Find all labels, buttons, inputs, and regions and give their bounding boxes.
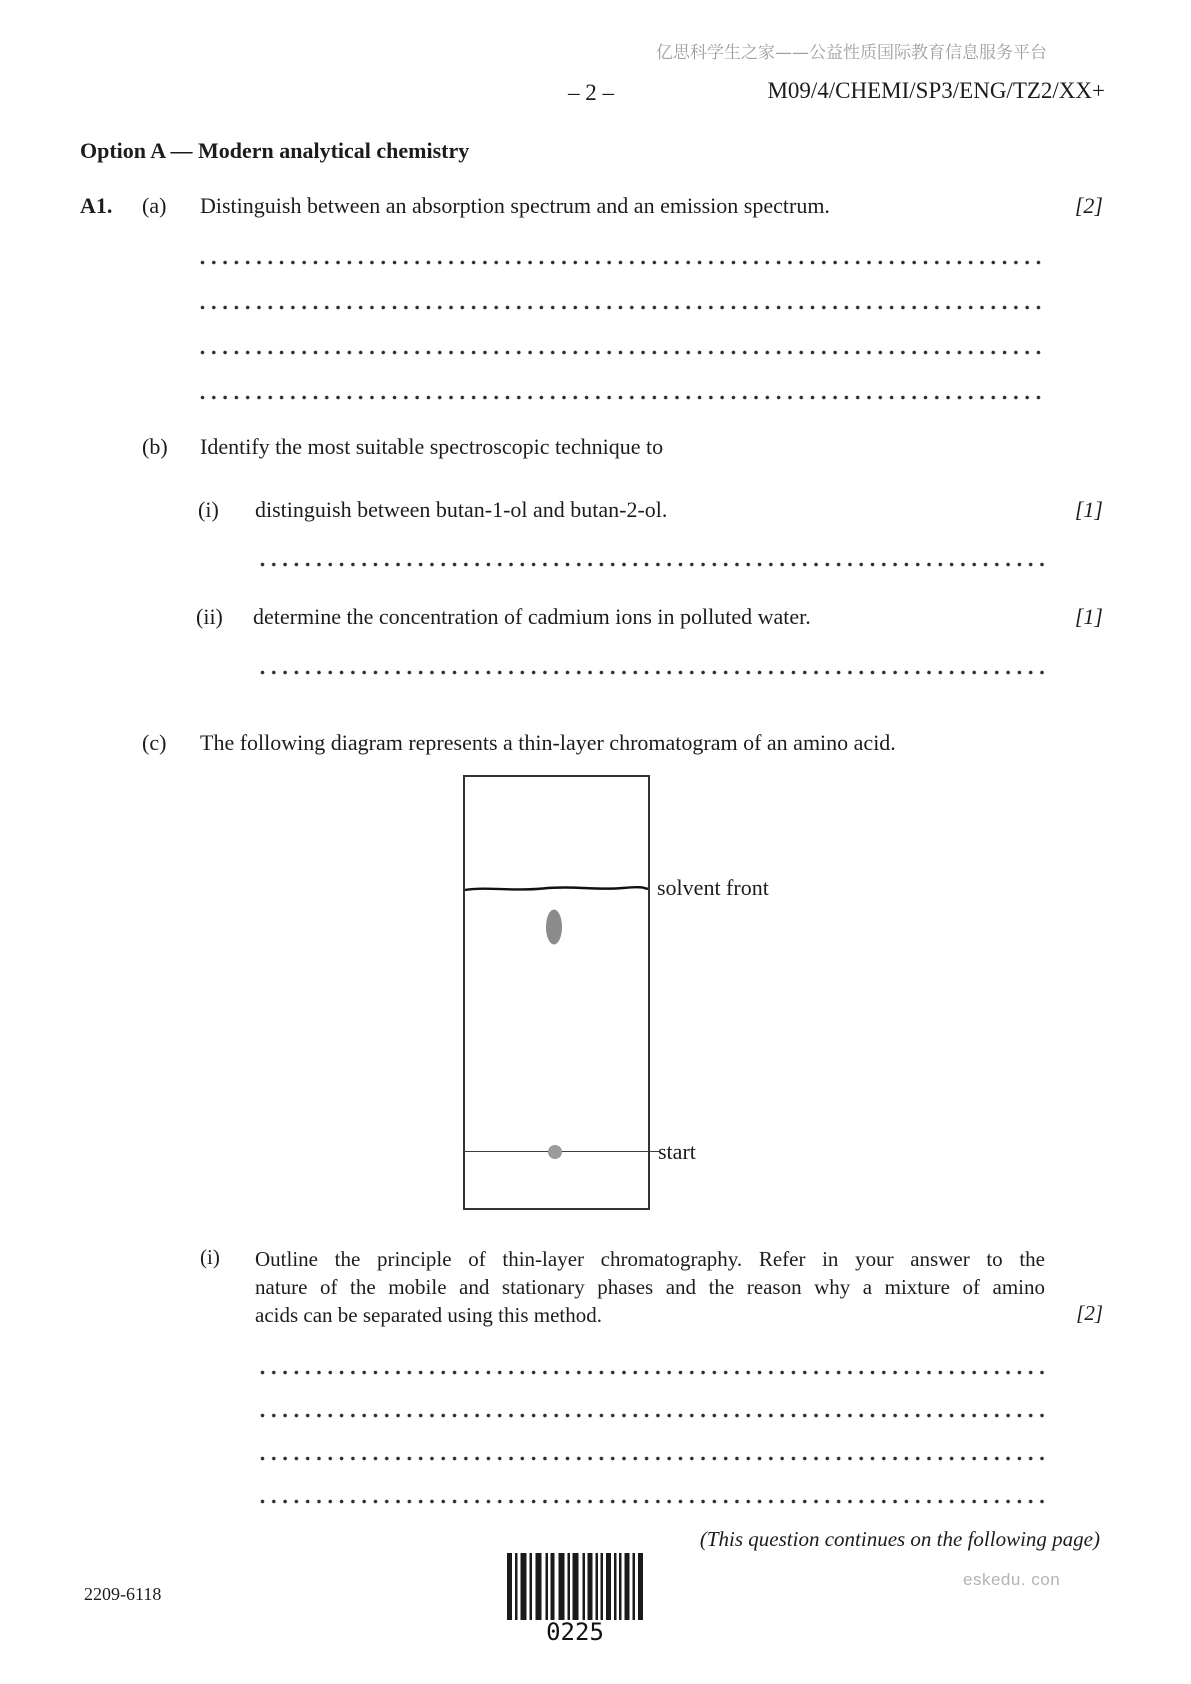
answer-line <box>260 1499 1045 1504</box>
question-number: A1. <box>80 193 113 218</box>
site-watermark: eskedu. con <box>963 1570 1061 1589</box>
part-c-i-text-line2: nature of the mobile and stationary phases and the reason why a mixture of amino <box>255 1275 1045 1299</box>
answer-line <box>200 395 1045 400</box>
start-label: start <box>658 1139 696 1164</box>
part-c-label: (c) <box>142 730 167 755</box>
section-heading: Option A — Modern analytical chemistry <box>80 138 470 163</box>
answer-line <box>260 1370 1045 1375</box>
amino-acid-spot <box>546 910 562 945</box>
answer-line <box>200 260 1045 265</box>
answer-line <box>260 562 1045 567</box>
part-c-text: The following diagram represents a thin-layer chromatogram of an amino acid. <box>200 730 896 755</box>
part-b-i-label: (i) <box>198 497 219 522</box>
answer-line <box>260 1456 1045 1461</box>
answer-line <box>260 1413 1045 1418</box>
part-b-label: (b) <box>142 434 168 459</box>
answer-line <box>200 305 1045 310</box>
part-c-i-label: (i) <box>200 1245 220 1269</box>
part-b-text: Identify the most suitable spectroscopic technique to <box>200 434 664 459</box>
top-watermark: 亿思科学生之家——公益性质国际教育信息服务平台 <box>656 43 1047 63</box>
barcode-number: 0225 <box>546 1618 604 1646</box>
part-b-ii-text: determine the concentration of cadmium ions in polluted water. <box>253 604 811 629</box>
part-c-i-text-line3: acids can be separated using this method. <box>255 1303 602 1327</box>
document-code: 2209-6118 <box>84 1584 162 1604</box>
origin-spot <box>548 1145 562 1159</box>
part-b-ii-marks: [1] <box>1074 604 1103 629</box>
part-b-i-marks: [1] <box>1074 497 1103 522</box>
part-c-i-text-line1: Outline the principle of thin-layer chromatography. Refer in your answer to the <box>255 1247 1045 1271</box>
part-c-i-marks: [2] <box>1076 1301 1103 1325</box>
part-c-i-text <box>255 1245 1045 1329</box>
part-a-text: Distinguish between an absorption spectrum and an emission spectrum. <box>200 193 830 218</box>
tlc-plate-drawing <box>465 777 648 1208</box>
answer-line <box>200 350 1045 355</box>
page-number: – 2 – <box>568 80 614 105</box>
part-b-i-text: distinguish between butan-1-ol and butan-2-ol. <box>255 497 668 522</box>
answer-line <box>260 670 1045 675</box>
continuation-note: (This question continues on the following page) <box>699 1527 1100 1551</box>
solvent-front-line <box>465 887 648 890</box>
solvent-front-label: solvent front <box>657 875 769 900</box>
part-a-marks: [2] <box>1074 193 1103 218</box>
barcode <box>507 1553 643 1625</box>
barcode-bars <box>507 1553 643 1620</box>
part-b-ii-label: (ii) <box>196 604 223 629</box>
paper-code: M09/4/CHEMI/SP3/ENG/TZ2/XX+ <box>767 78 1105 103</box>
part-a-label: (a) <box>142 193 167 218</box>
